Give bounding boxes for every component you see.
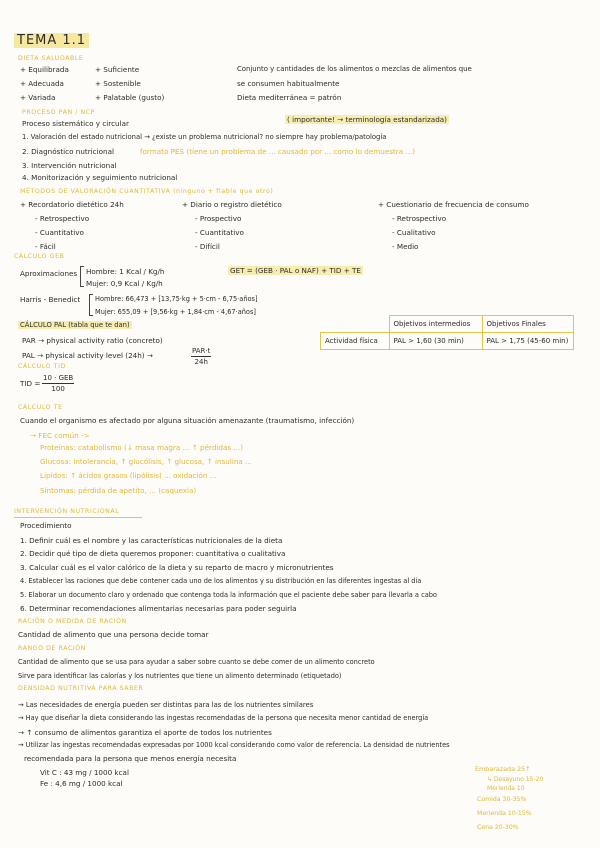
vitc-value: Vit C : 43 mg / 1000 kcal: [40, 768, 129, 777]
densidad-line: → Hay que diseñar la dieta considerando las ingestas recomendadas de la persona que necesita menor cantidad de energía: [18, 714, 429, 722]
pal-fraction: [191, 347, 211, 366]
te-detail: Síntomas: pérdida de apetito, ... (caquexia): [40, 486, 197, 495]
dieta-item: + Suficiente: [95, 65, 140, 74]
section-heading-pal: CÁLCULO PAL (tabla que te dan): [20, 321, 130, 329]
harris-mujer: Mujer: 655,09 + [9,56·kg + 1,84·cm - 4,67·años]: [95, 308, 256, 316]
intervencion-sub: Procedimiento: [20, 521, 72, 530]
section-heading-proceso: PROCESO PAN / NCP: [22, 109, 95, 116]
section-heading-dieta: DIETA SALUDABLE: [18, 55, 84, 62]
table-header: Objetivos Finales: [482, 316, 573, 333]
tid-prefix: TID =: [20, 379, 41, 388]
proceso-step: 1. Valoración del estado nutricional → ¿existe un problema nutricional? no siempre hay problema/patología: [22, 133, 387, 141]
intervencion-step: 5. Elaborar un documento claro y ordenado que contenga toda la información que el paciente debe saber para llevarla a cabo: [20, 591, 437, 599]
proceso-note: ( importante! → terminología estandarizada): [287, 115, 447, 124]
intervencion-step: 3. Calcular cuál es el valor calórico de la dieta y su reparto de macro y micronutrientes: [20, 563, 334, 572]
densidad-line: → Las necesidades de energía pueden ser distintas para las de los nutrientes similares: [18, 701, 314, 709]
intervencion-step: 4. Establecer las raciones que debe contener cada uno de los alimentos y su distribución en las diferentes ingestas al día: [20, 577, 422, 585]
proceso-subtitle: Proceso sistemático y circular: [22, 119, 129, 128]
aprox-brace: [80, 266, 84, 287]
table-header: Objetivos intermedios: [389, 316, 482, 333]
activity-table: [320, 315, 574, 350]
corner-note: Merienda 10-15%: [477, 810, 532, 817]
aprox-hombre: Hombre: 1 Kcal / Kg/h: [86, 267, 165, 276]
table-row-label: Actividad física: [321, 333, 390, 350]
section-heading-metodos: MÉTODOS DE VALORACIÓN CUANTITATIVA (ninguno + fiable que otro): [20, 188, 274, 195]
metodo-title: + Recordatorio dietético 24h: [20, 200, 124, 209]
te-detail: Lípidos: ↑ ácidos grasos (lipólisis) ... oxidación ...: [40, 471, 217, 480]
te-subheading: → FEC común ->: [30, 431, 90, 440]
racion-text: Cantidad de alimento que una persona decide tomar: [18, 630, 209, 639]
dieta-item: + Variada: [20, 93, 56, 102]
te-line: Cuando el organismo es afectado por alguna situación amenazante (traumatismo, infección): [20, 416, 355, 425]
table-cell: PAL > 1,75 (45-60 min): [482, 333, 573, 350]
corner-note: Merienda 10: [487, 785, 525, 792]
corner-note: ↳ Desayuno 15-20: [487, 776, 544, 783]
get-formula: GET = (GEB · PAL o NAF) + TID + TE: [230, 266, 361, 275]
proceso-step: 2. Diagnóstico nutricional: [22, 147, 114, 156]
metodo-feature: - Medio: [392, 242, 419, 251]
harris-label: Harris - Benedict: [20, 295, 81, 304]
dieta-item: + Equilibrada: [20, 65, 69, 74]
dieta-definition: Dieta mediterránea = patrón: [237, 93, 342, 102]
densidad-line: → ↑ consumo de alimentos garantiza el aporte de todos los nutrientes: [18, 728, 272, 737]
section-heading-te: CÁLCULO TE: [18, 404, 63, 411]
metodo-title: + Diario o registro dietético: [182, 200, 282, 209]
section-heading-rango: RANGO DE RACIÓN: [18, 645, 86, 652]
corner-note: Comida 30-35%: [477, 796, 527, 803]
te-detail: Proteínas: catabolismo (↓ masa magra ... ↑ pérdidas ...): [40, 443, 244, 452]
corner-note: Embarazada 25↑: [475, 765, 531, 773]
dieta-item: + Palatable (gusto): [95, 93, 165, 102]
intervencion-step: 6. Determinar recomendaciones alimentarias necesarias para poder seguirla: [20, 604, 297, 613]
te-detail: Glucosa: intolerancia, ↑ glucólisis, ↑ glucosa, ↑ insulina ...: [40, 457, 252, 466]
proceso-step: 4. Monitorización y seguimiento nutricional: [22, 173, 178, 182]
page-title: TEMA 1.1: [14, 33, 89, 48]
heading-underline: [14, 517, 142, 518]
pes-format: formato PES (tiene un problema de ... causado por ... como lo demuestra ...): [140, 147, 416, 156]
metodo-feature: - Cuantitativo: [35, 228, 84, 237]
pal-line: PAR → physical activity ratio (concreto): [22, 336, 163, 345]
table-row: [321, 333, 574, 350]
dieta-definition: Conjunto y cantidades de los alimentos o mezclas de alimentos que: [237, 65, 472, 73]
metodo-feature: - Retrospectivo: [35, 214, 90, 223]
section-heading-densidad: DENSIDAD NUTRITIVA PARA SABER: [18, 685, 144, 692]
section-heading-geb: CÁLCULO GEB: [14, 253, 65, 260]
pal-fraction-den: 24h: [194, 358, 208, 366]
metodo-feature: - Retrospectivo: [392, 214, 447, 223]
metodo-feature: - Fácil: [35, 242, 56, 251]
pal-line: PAL → physical activity level (24h) →: [22, 351, 153, 360]
metodo-feature: - Prospectivo: [195, 214, 242, 223]
intervencion-step: 2. Decidir qué tipo de dieta queremos proponer: cuantitativa o cualitativa: [20, 549, 286, 558]
densidad-line: recomendada para la persona que menos energía necesita: [24, 754, 237, 763]
section-heading-racion: RACIÓN O MEDIDA DE RACIÓN: [18, 618, 127, 625]
table-cell: [321, 316, 390, 333]
rango-line: Sirve para identificar las calorías y los nutrientes que tiene un alimento determinado (etiquetado): [18, 672, 342, 680]
corner-note: Cena 20-30%: [477, 824, 519, 831]
pal-fraction-num: PAR·t: [192, 347, 211, 355]
section-heading-intervencion: INTERVENCIÓN NUTRICIONAL: [14, 508, 120, 515]
metodo-title: + Cuestionario de frecuencia de consumo: [378, 200, 529, 209]
metodo-feature: - Difícil: [195, 242, 220, 251]
fe-value: Fe : 4,6 mg / 1000 kcal: [40, 779, 123, 788]
metodo-feature: - Cuantitativo: [195, 228, 244, 237]
proceso-step: 3. Intervención nutricional: [22, 161, 117, 170]
harris-hombre: Hombre: 66,473 + [13,75·kg + 5·cm - 6,75·años]: [95, 295, 258, 303]
aprox-label: Aproximaciones: [20, 269, 78, 278]
densidad-line: → Utilizar las ingestas recomendadas expresadas por 1000 kcal considerando como valor de referencia. La densidad de nutrientes: [18, 741, 450, 749]
aprox-mujer: Mujer: 0,9 Kcal / Kg/h: [86, 279, 163, 288]
intervencion-step: 1. Definir cuál es el nombre y las características nutricionales de la dieta: [20, 536, 283, 545]
harris-brace: [89, 294, 93, 316]
table-row: [321, 316, 574, 333]
tid-fraction-num: 10 · GEB: [43, 374, 74, 382]
section-heading-tid: CÁLCULO TID: [18, 363, 66, 370]
dieta-item: + Adecuada: [20, 79, 64, 88]
rango-line: Cantidad de alimento que se usa para ayudar a saber sobre cuanto se debe comer de un alimento concreto: [18, 658, 375, 666]
metodo-feature: - Cualitativo: [392, 228, 436, 237]
tid-fraction-den: 100: [51, 385, 65, 393]
dieta-item: + Sostenible: [95, 79, 141, 88]
tid-fraction: [42, 374, 74, 393]
dieta-definition: se consumen habitualmente: [237, 79, 340, 88]
table-cell: PAL > 1,60 (30 min): [389, 333, 482, 350]
